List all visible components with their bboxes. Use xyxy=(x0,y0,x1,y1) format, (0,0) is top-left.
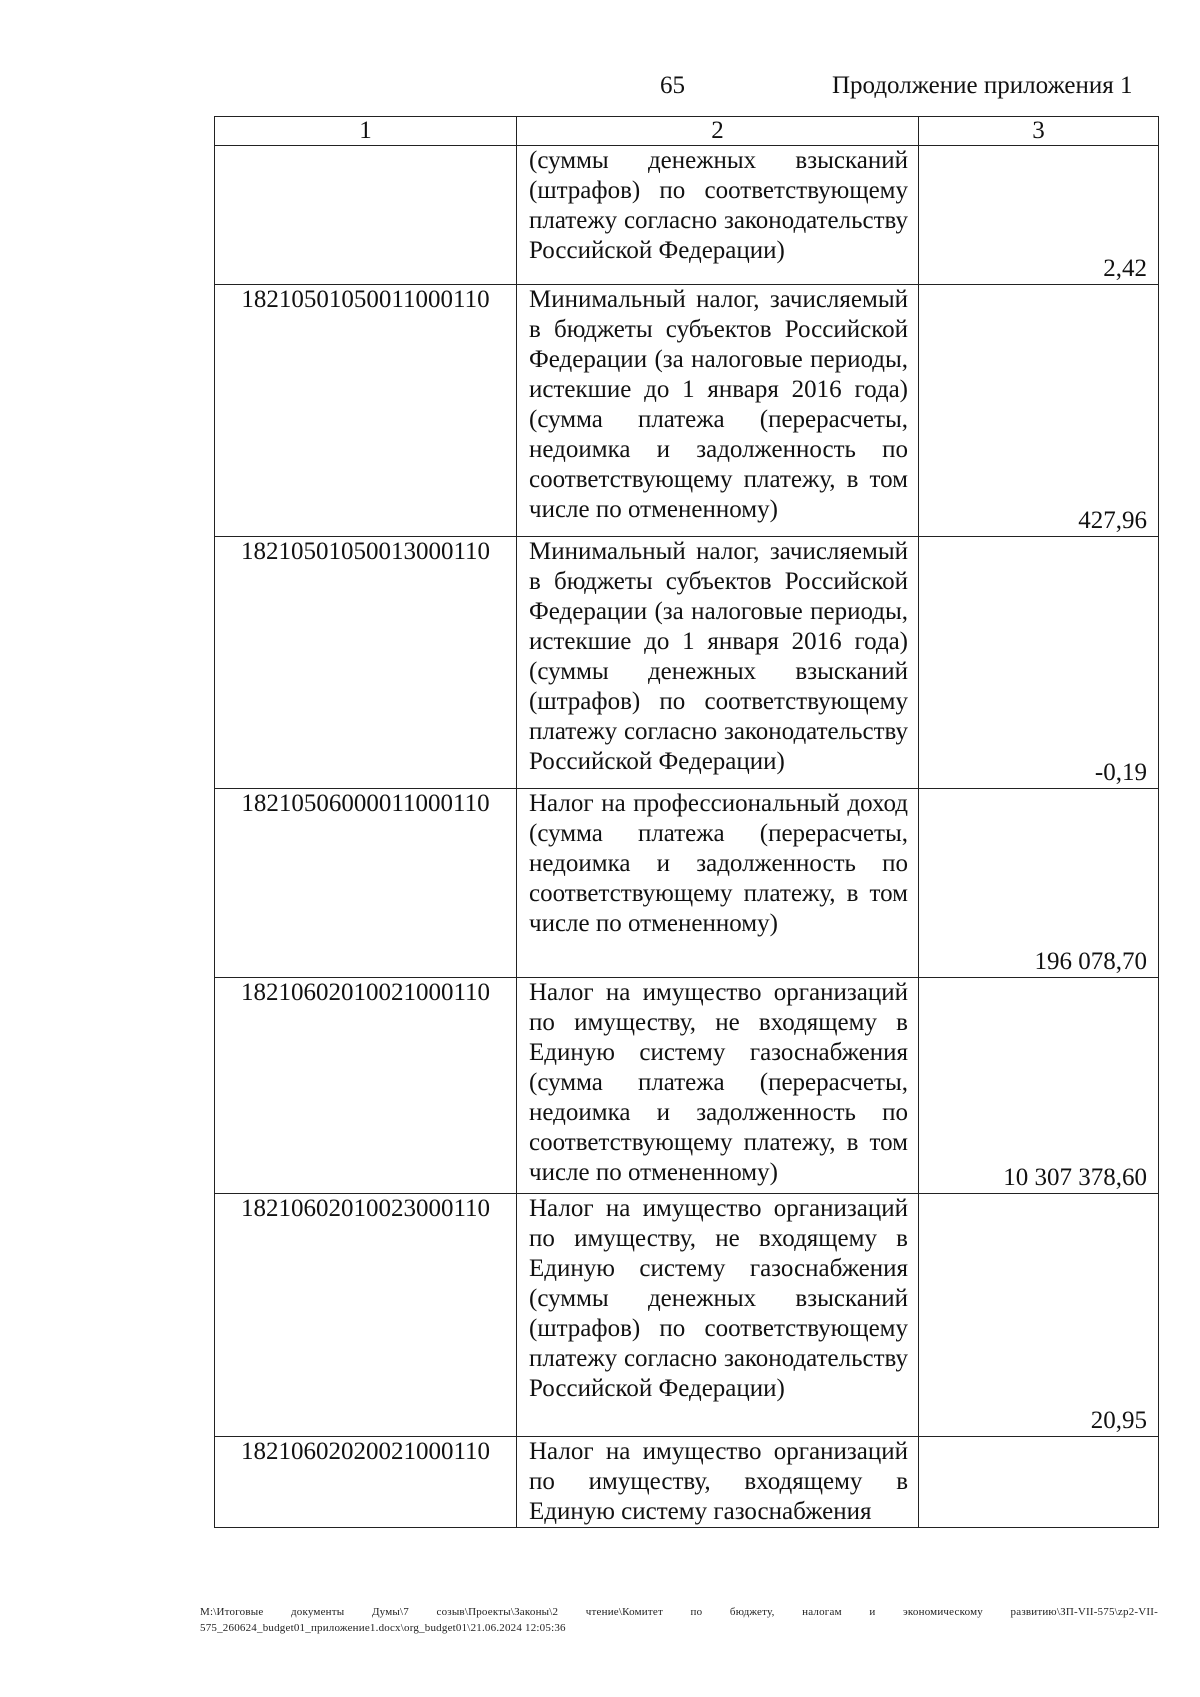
row-value: 20,95 xyxy=(919,1194,1159,1437)
row-value xyxy=(919,1437,1159,1528)
row-value: -0,19 xyxy=(919,537,1159,789)
row-description: Минимальный налог, зачисляемый в бюджеты субъектов Российской Федерации (за налоговые периоды, истекшие до 1 января 2016 года) (суммы денежных взысканий (штрафов) по соответствующему платежу согласно законодательству Российской Федерации) xyxy=(517,537,919,789)
row-description: Налог на профессиональный доход (сумма платежа (перерасчеты, недоимка и задолженность по соответствующему платежу, в том числе по отмененному) xyxy=(517,789,919,978)
table-row xyxy=(215,285,1159,537)
row-description: (суммы денежных взысканий (штрафов) по соответствующему платежу согласно законодательству Российской Федерации) xyxy=(517,146,919,285)
document-file-path: М:\Итоговые документы Думы\7 созыв\Проекты\Законы\2 чтение\Комитет по бюджету, налогам и экономическому развитию\ЗП-VII-575\zp2-VII-575_260624_budget01_приложение1.docx\org_budget01\21.06.2024 12:05:36 xyxy=(200,1606,1158,1634)
row-value: 196 078,70 xyxy=(919,789,1159,978)
row-code: 18210602020021000110 xyxy=(215,1437,517,1528)
row-code: 18210501050011000110 xyxy=(215,285,517,537)
row-description: Налог на имущество организаций по имуществу, не входящему в Единую систему газоснабжения (сумма платежа (перерасчеты, недоимка и задолженность по соответствующему платежу, в том числе по отмененному) xyxy=(517,978,919,1194)
row-value: 427,96 xyxy=(919,285,1159,537)
row-description: Налог на имущество организаций по имуществу, не входящему в Единую систему газоснабжения (суммы денежных взысканий (штрафов) по соответствующему платежу согласно законодательству Российской Федерации) xyxy=(517,1194,919,1437)
budget-revenue-table xyxy=(214,116,1159,1528)
column-header-value: 3 xyxy=(919,117,1159,146)
table-row xyxy=(215,978,1159,1194)
row-value: 10 307 378,60 xyxy=(919,978,1159,1194)
row-description: Налог на имущество организаций по имуществу, входящему в Единую систему газоснабжения xyxy=(517,1437,919,1528)
table-row xyxy=(215,789,1159,978)
table-row xyxy=(215,1437,1159,1528)
table-row xyxy=(215,537,1159,789)
table-row xyxy=(215,1194,1159,1437)
row-value: 2,42 xyxy=(919,146,1159,285)
row-code: 18210501050013000110 xyxy=(215,537,517,789)
row-code xyxy=(215,146,517,285)
table-header-row xyxy=(215,117,1159,146)
table-row xyxy=(215,146,1159,285)
column-header-description: 2 xyxy=(517,117,919,146)
row-code: 18210506000011000110 xyxy=(215,789,517,978)
appendix-continuation-note: Продолжение приложения 1 xyxy=(832,72,1133,99)
row-description: Минимальный налог, зачисляемый в бюджеты субъектов Российской Федерации (за налоговые периоды, истекшие до 1 января 2016 года) (сумма платежа (перерасчеты, недоимка и задолженность по соответствующему платежу, в том числе по отмененному) xyxy=(517,285,919,537)
row-code: 18210602010023000110 xyxy=(215,1194,517,1437)
row-code: 18210602010021000110 xyxy=(215,978,517,1194)
page-number: 65 xyxy=(660,72,685,99)
column-header-code: 1 xyxy=(215,117,517,146)
